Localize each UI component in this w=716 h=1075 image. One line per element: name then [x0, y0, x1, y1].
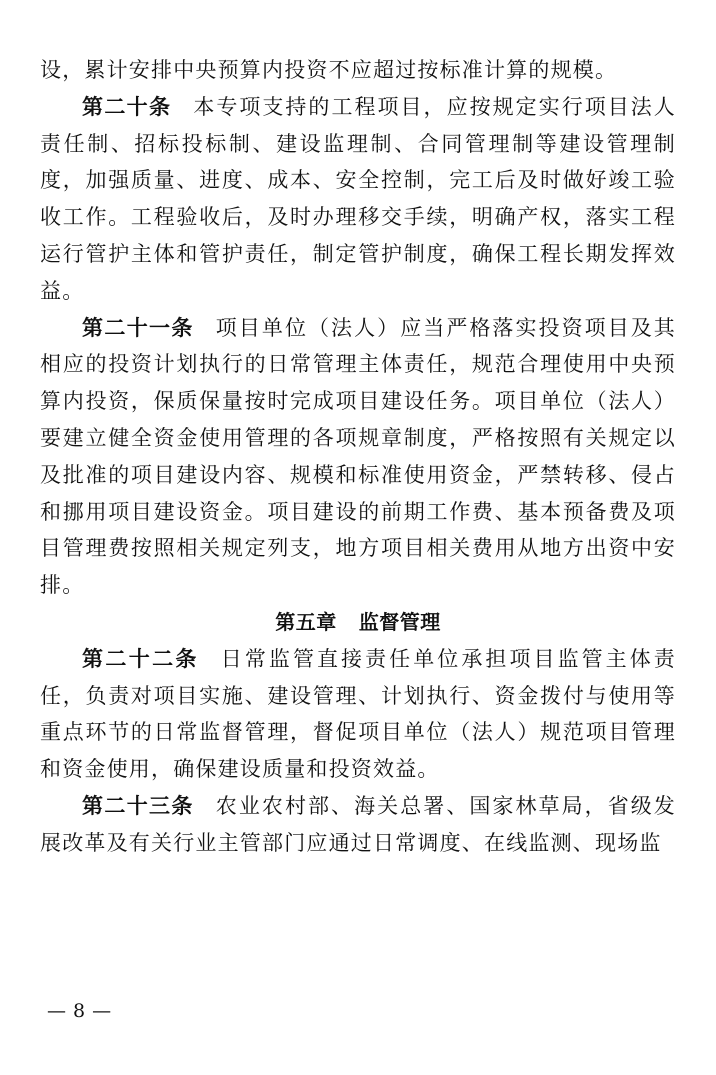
- page-number: — 8 —: [47, 1000, 112, 1022]
- chapter-name: 监督管理: [358, 609, 441, 634]
- article-20: [40, 89, 676, 310]
- article-body: 日常监管直接责任单位承担项目监管主体责任，负责对项目实施、建设管理、计划执行、资金拨付与使用等重点环节的日常监督管理，督促项目单位（法人）规范项目管理和资金使用，确保建设质量和投资效益。: [40, 646, 676, 782]
- article-23: [40, 788, 676, 862]
- article-title: 第二十三条: [82, 793, 194, 818]
- article-body: 本专项支持的工程项目，应按规定实行项目法人责任制、招标投标制、建设监理制、合同管理制等建设管理制度，加强质量、进度、成本、安全控制，完工后及时做好竣工验收工作。工程验收后，及时办理移交手续，明确产权，落实工程运行管护主体和管护责任，制定管护制度，确保工程长期发挥效益。: [40, 94, 677, 303]
- chapter-number: 第五章: [275, 609, 337, 634]
- article-title: 第二十条: [82, 94, 172, 119]
- article-body: 农业农村部、海关总署、国家林草局，省级发展改革及有关行业主管部门应通过日常调度、在线监测、现场监: [40, 793, 677, 855]
- document-content: [40, 52, 676, 862]
- article-body: 项目单位（法人）应当严格落实投资项目及其相应的投资计划执行的日常管理主体责任，规范合理使用中央预算内投资，保质保量按时完成项目建设任务。项目单位（法人）要建立健全资金使用管理的各项规章制度，严格按照有关规定以及批准的项目建设内容、规模和标准使用资金，严禁转移、侵占和挪用项目建设资金。项目建设的前期工作费、基本预备费及项目管理费按照相关规定列支，地方项目相关费用从地方出资中安排。: [40, 315, 677, 598]
- article-title: 第二十一条: [82, 315, 194, 340]
- article-21: [40, 310, 676, 604]
- chapter-heading: [40, 604, 676, 641]
- article-22: [40, 641, 676, 788]
- continued-paragraph: 设，累计安排中央预算内投资不应超过按标准计算的规模。: [40, 58, 618, 82]
- article-title: 第二十二条: [82, 646, 199, 671]
